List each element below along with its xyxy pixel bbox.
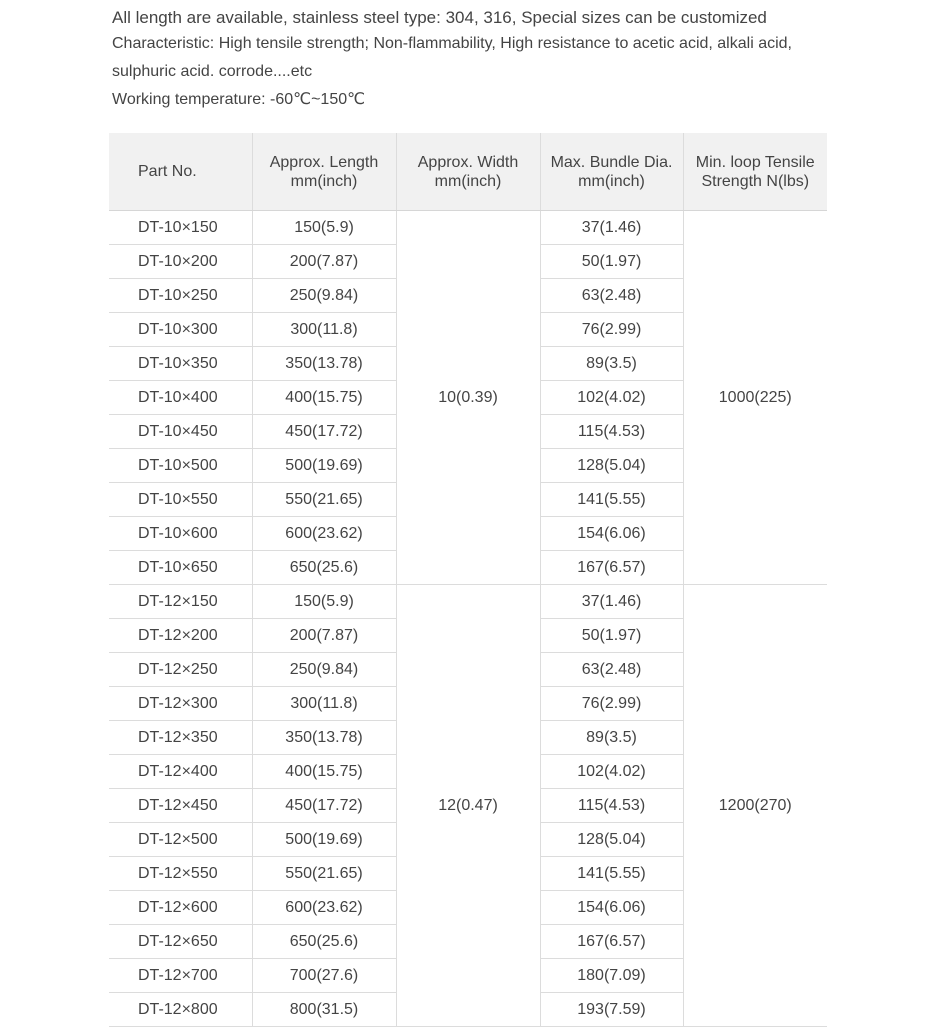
cell-bundle-dia: 141(5.55) <box>540 483 683 517</box>
cell-tensile-strength: 1000(225) <box>683 211 827 585</box>
cell-bundle-dia: 50(1.97) <box>540 619 683 653</box>
cell-bundle-dia: 102(4.02) <box>540 755 683 789</box>
cell-length: 450(17.72) <box>252 415 396 449</box>
cell-bundle-dia: 37(1.46) <box>540 585 683 619</box>
cell-part-no: DT-10×300 <box>109 313 252 347</box>
cell-part-no: DT-10×450 <box>109 415 252 449</box>
cell-tensile-strength: 1200(270) <box>683 585 827 1027</box>
cell-bundle-dia: 180(7.09) <box>540 959 683 993</box>
cell-bundle-dia: 50(1.97) <box>540 245 683 279</box>
cell-part-no: DT-12×400 <box>109 755 252 789</box>
cell-bundle-dia: 63(2.48) <box>540 279 683 313</box>
cell-bundle-dia: 154(6.06) <box>540 517 683 551</box>
intro-text <box>112 6 872 114</box>
cell-length: 400(15.75) <box>252 755 396 789</box>
header-tensile-strength: Min. loop Tensile Strength N(lbs) <box>683 133 827 211</box>
cell-length: 350(13.78) <box>252 721 396 755</box>
cell-part-no: DT-12×300 <box>109 687 252 721</box>
cell-part-no: DT-10×500 <box>109 449 252 483</box>
cell-length: 650(25.6) <box>252 925 396 959</box>
cell-bundle-dia: 128(5.04) <box>540 449 683 483</box>
cell-length: 250(9.84) <box>252 653 396 687</box>
cell-part-no: DT-12×550 <box>109 857 252 891</box>
table-row <box>109 211 827 245</box>
cell-part-no: DT-10×250 <box>109 279 252 313</box>
cell-bundle-dia: 128(5.04) <box>540 823 683 857</box>
cell-length: 200(7.87) <box>252 245 396 279</box>
header-bundle-dia: Max. Bundle Dia. mm(inch) <box>540 133 683 211</box>
cell-bundle-dia: 102(4.02) <box>540 381 683 415</box>
cell-part-no: DT-12×450 <box>109 789 252 823</box>
cell-bundle-dia: 76(2.99) <box>540 687 683 721</box>
cell-bundle-dia: 141(5.55) <box>540 857 683 891</box>
cell-part-no: DT-12×650 <box>109 925 252 959</box>
cell-length: 600(23.62) <box>252 891 396 925</box>
intro-line-availability: All length are available, stainless steel type: 304, 316, Special sizes can be customized <box>112 8 767 27</box>
cell-bundle-dia: 76(2.99) <box>540 313 683 347</box>
cell-bundle-dia: 115(4.53) <box>540 789 683 823</box>
cell-bundle-dia: 37(1.46) <box>540 211 683 245</box>
cell-part-no: DT-10×650 <box>109 551 252 585</box>
cell-part-no: DT-10×150 <box>109 211 252 245</box>
cell-bundle-dia: 115(4.53) <box>540 415 683 449</box>
table-body <box>109 211 827 1027</box>
cell-length: 300(11.8) <box>252 313 396 347</box>
intro-line-working-temperature: Working temperature: -60℃~150℃ <box>112 91 366 108</box>
cell-part-no: DT-10×350 <box>109 347 252 381</box>
specification-table <box>109 133 827 1027</box>
table-row <box>109 585 827 619</box>
cell-length: 500(19.69) <box>252 823 396 857</box>
table-header <box>109 133 827 211</box>
cell-bundle-dia: 63(2.48) <box>540 653 683 687</box>
cell-length: 350(13.78) <box>252 347 396 381</box>
cell-length: 800(31.5) <box>252 993 396 1027</box>
cell-part-no: DT-12×700 <box>109 959 252 993</box>
cell-length: 250(9.84) <box>252 279 396 313</box>
cell-part-no: DT-12×600 <box>109 891 252 925</box>
cell-part-no: DT-10×600 <box>109 517 252 551</box>
cell-part-no: DT-12×150 <box>109 585 252 619</box>
header-width: Approx. Width mm(inch) <box>396 133 540 211</box>
cell-bundle-dia: 89(3.5) <box>540 347 683 381</box>
cell-part-no: DT-12×200 <box>109 619 252 653</box>
cell-length: 400(15.75) <box>252 381 396 415</box>
cell-length: 300(11.8) <box>252 687 396 721</box>
cell-width: 12(0.47) <box>396 585 540 1027</box>
cell-bundle-dia: 167(6.57) <box>540 551 683 585</box>
cell-part-no: DT-10×400 <box>109 381 252 415</box>
cell-length: 700(27.6) <box>252 959 396 993</box>
header-part-no: Part No. <box>109 133 252 211</box>
cell-bundle-dia: 167(6.57) <box>540 925 683 959</box>
cell-part-no: DT-12×250 <box>109 653 252 687</box>
header-length: Approx. Length mm(inch) <box>252 133 396 211</box>
cell-length: 200(7.87) <box>252 619 396 653</box>
cell-length: 600(23.62) <box>252 517 396 551</box>
table-header-row <box>109 133 827 211</box>
cell-part-no: DT-12×500 <box>109 823 252 857</box>
cell-length: 550(21.65) <box>252 857 396 891</box>
cell-bundle-dia: 193(7.59) <box>540 993 683 1027</box>
cell-part-no: DT-12×800 <box>109 993 252 1027</box>
cell-part-no: DT-10×550 <box>109 483 252 517</box>
cell-bundle-dia: 89(3.5) <box>540 721 683 755</box>
cell-part-no: DT-12×350 <box>109 721 252 755</box>
cell-bundle-dia: 154(6.06) <box>540 891 683 925</box>
cell-length: 150(5.9) <box>252 585 396 619</box>
intro-line-characteristic: Characteristic: High tensile strength; Non-flammability, High resistance to acetic acid, alkali acid, <box>112 35 792 52</box>
cell-length: 650(25.6) <box>252 551 396 585</box>
cell-part-no: DT-10×200 <box>109 245 252 279</box>
cell-width: 10(0.39) <box>396 211 540 585</box>
cell-length: 450(17.72) <box>252 789 396 823</box>
cell-length: 500(19.69) <box>252 449 396 483</box>
cell-length: 150(5.9) <box>252 211 396 245</box>
intro-line-characteristic-cont: sulphuric acid. corrode....etc <box>112 63 313 80</box>
cell-length: 550(21.65) <box>252 483 396 517</box>
